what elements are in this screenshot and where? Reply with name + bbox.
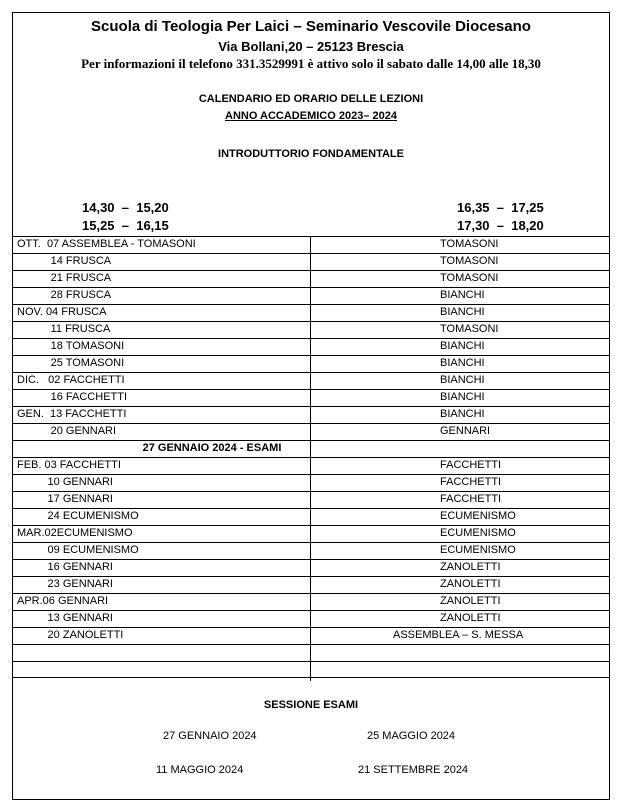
table-row [13,253,609,270]
table-row [13,287,609,304]
table-row [13,304,609,321]
time-slots-left [82,200,169,236]
exam-date: 21 SETTEMBRE 2024 [358,764,469,776]
lesson-second-slot: ECUMENISMO [440,510,516,522]
lesson-first-slot: 11 FRUSCA [17,323,111,335]
exam-date: 11 MAGGIO 2024 [156,764,244,776]
exam-session-title: SESSIONE ESAMI [263,699,359,711]
school-name: Scuola di Teologia Per Laici – Seminario Vescovile Diocesano [91,18,531,35]
lesson-second-slot: BIANCHI [440,374,485,386]
lesson-first-slot: OTT. 07 ASSEMBLEA - TOMASONI [17,238,196,250]
table-row [13,474,609,491]
lesson-first-slot: 18 TOMASONI [17,340,125,352]
lesson-first-slot: 21 FRUSCA [17,272,112,284]
lesson-first-slot: 13 GENNARI [17,612,113,624]
table-row [13,355,609,372]
lesson-first-slot: 20 ZANOLETTI [17,629,124,641]
course-title: INTRODUTTORIO FONDAMENTALE [218,148,404,160]
contact-info: Per informazioni il telefono 331.3529991 è attivo solo il sabato dalle 14,00 alle 18,30 [81,56,541,71]
table-row [13,406,609,423]
table-row [13,661,609,678]
table-row [13,457,609,474]
table-row [13,542,609,559]
lesson-second-slot: BIANCHI [440,306,485,318]
lesson-first-slot: 16 GENNARI [17,561,113,573]
time-slot: 16,35 – 17,25 [457,200,544,215]
lesson-first-slot: APR.06 GENNARI [17,595,109,607]
lesson-first-slot: 20 GENNARI [17,425,117,437]
lesson-first-slot: 24 ECUMENISMO [17,510,139,522]
lesson-second-slot: FACCHETTI [440,476,502,488]
time-slots-right [457,200,544,236]
lesson-second-slot: TOMASONI [440,238,499,250]
exam-row-label: 27 GENNAIO 2024 - ESAMI [142,442,282,454]
lesson-second-slot: ZANOLETTI [440,595,501,607]
lesson-first-slot: 25 TOMASONI [17,357,125,369]
table-row [13,610,609,627]
lesson-first-slot: 14 FRUSCA [17,255,112,267]
lesson-second-slot: FACCHETTI [440,459,502,471]
lesson-first-slot: FEB. 03 FACCHETTI [17,459,121,471]
lesson-second-slot: TOMASONI [440,255,499,267]
exam-date: 25 MAGGIO 2024 [367,730,456,742]
table-row [13,236,609,253]
lesson-first-slot: DIC. 02 FACCHETTI [17,374,125,386]
lesson-second-slot: GENNARI [440,425,491,437]
document-page [12,12,610,800]
table-row [13,270,609,287]
table-row [13,508,609,525]
exam-row [13,440,609,457]
lesson-first-slot: MAR.02ECUMENISMO [17,527,133,539]
lesson-second-slot: TOMASONI [440,323,499,335]
lesson-first-slot: 17 GENNARI [17,493,113,505]
table-divider [310,236,311,681]
lesson-second-slot: ZANOLETTI [440,612,501,624]
lesson-second-slot: BIANCHI [440,357,485,369]
lesson-second-slot: FACCHETTI [440,493,502,505]
lesson-first-slot: 28 FRUSCA [17,289,112,301]
calendar-title: CALENDARIO ED ORARIO DELLE LEZIONI [198,93,424,105]
lesson-first-slot: 23 GENNARI [17,578,113,590]
lesson-first-slot: 10 GENNARI [17,476,113,488]
table-row [13,593,609,610]
table-row [13,525,609,542]
table-row [13,423,609,440]
table-row [13,559,609,576]
lesson-second-slot: ZANOLETTI [440,578,501,590]
table-row [13,576,609,593]
lesson-second-slot: BIANCHI [440,391,485,403]
lesson-first-slot: 16 FACCHETTI [17,391,128,403]
table-row [13,321,609,338]
lesson-first-slot: 09 ECUMENISMO [17,544,139,556]
table-row [13,644,609,661]
school-address: Via Bollani,20 – 25123 Brescia [218,39,404,54]
lesson-second-slot: TOMASONI [440,272,499,284]
lesson-second-slot: ZANOLETTI [440,561,501,573]
lesson-second-slot: BIANCHI [440,289,485,301]
exam-date: 27 GENNAIO 2024 [163,730,257,742]
academic-year-title: ANNO ACCADEMICO 2023– 2024 [225,110,397,122]
table-row [13,627,609,644]
table-row [13,491,609,508]
lesson-first-slot: GEN. 13 FACCHETTI [17,408,127,420]
time-slot: 17,30 – 18,20 [457,218,544,233]
table-row [13,372,609,389]
time-slot: 14,30 – 15,20 [82,200,169,215]
lesson-second-slot: ASSEMBLEA – S. MESSA [393,629,524,641]
schedule-table [13,236,609,678]
table-row [13,389,609,406]
lesson-second-slot: ECUMENISMO [440,527,516,539]
lesson-first-slot: NOV. 04 FRUSCA [17,306,107,318]
lesson-second-slot: ECUMENISMO [440,544,516,556]
lesson-second-slot: BIANCHI [440,408,485,420]
time-slot: 15,25 – 16,15 [82,218,169,233]
table-row [13,338,609,355]
lesson-second-slot: BIANCHI [440,340,485,352]
